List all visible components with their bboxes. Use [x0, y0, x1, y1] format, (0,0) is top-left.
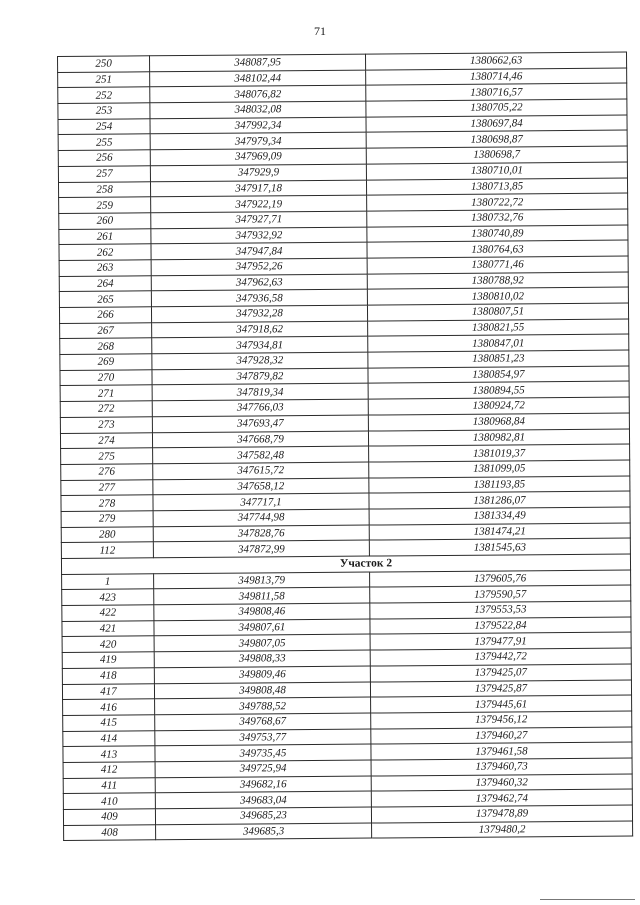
y-coordinate-cell: 1380810,02: [367, 287, 628, 305]
point-number-cell: 256: [58, 150, 150, 166]
x-coordinate-cell: 347932,92: [151, 227, 367, 244]
point-number-cell: 411: [63, 777, 155, 793]
x-coordinate-cell: 347872,99: [153, 540, 369, 557]
x-coordinate-cell: 347918,62: [152, 321, 368, 338]
table-row: [64, 821, 633, 841]
x-coordinate-cell: 349725,94: [155, 760, 371, 777]
y-coordinate-cell: 1380924,72: [368, 397, 629, 415]
point-number-cell: 419: [62, 652, 154, 668]
point-number-cell: 268: [60, 338, 152, 354]
x-coordinate-cell: 347917,18: [150, 180, 366, 197]
point-number-cell: 413: [63, 746, 155, 762]
point-number-cell: 420: [62, 636, 154, 652]
point-number-cell: 422: [62, 605, 154, 621]
y-coordinate-cell: 1379445,61: [371, 695, 632, 713]
y-coordinate-cell: 1379456,12: [371, 711, 632, 729]
point-number-cell: 271: [60, 385, 152, 401]
point-number-cell: 250: [58, 56, 150, 72]
y-coordinate-cell: 1381286,07: [369, 491, 630, 509]
x-coordinate-cell: 347717,1: [153, 493, 369, 510]
point-number-cell: 275: [61, 448, 153, 464]
point-number-cell: 253: [58, 103, 150, 119]
point-number-cell: 262: [59, 244, 151, 260]
point-number-cell: 280: [61, 526, 153, 542]
point-number-cell: 412: [63, 762, 155, 778]
point-number-cell: 258: [58, 181, 150, 197]
x-coordinate-cell: 347928,32: [152, 352, 368, 369]
point-number-cell: 259: [59, 197, 151, 213]
x-coordinate-cell: 347979,34: [150, 133, 366, 150]
y-coordinate-cell: 1379480,2: [372, 821, 633, 839]
point-number-cell: 112: [61, 542, 153, 558]
x-coordinate-cell: 348032,08: [150, 101, 366, 118]
y-coordinate-cell: 1380771,46: [367, 256, 628, 274]
point-number-cell: 254: [58, 119, 150, 135]
x-coordinate-cell: 347693,47: [152, 415, 368, 432]
point-number-cell: 272: [60, 401, 152, 417]
x-coordinate-cell: 347992,34: [150, 117, 366, 134]
y-coordinate-cell: 1380982,81: [368, 429, 629, 447]
y-coordinate-cell: 1379553,53: [370, 601, 631, 619]
x-coordinate-cell: 349685,23: [155, 807, 371, 824]
x-coordinate-cell: 347922,19: [151, 195, 367, 212]
coordinates-table: [57, 52, 633, 842]
y-coordinate-cell: 1380710,01: [366, 162, 627, 180]
x-coordinate-cell: 347927,71: [151, 211, 367, 228]
x-coordinate-cell: 349788,52: [155, 697, 371, 714]
point-number-cell: 278: [61, 495, 153, 511]
x-coordinate-cell: 347929,9: [150, 164, 366, 181]
point-number-cell: 267: [60, 322, 152, 338]
point-number-cell: 421: [62, 621, 154, 637]
x-coordinate-cell: 348087,95: [150, 54, 366, 71]
y-coordinate-cell: 1380662,63: [365, 52, 626, 70]
x-coordinate-cell: 349768,67: [155, 713, 371, 730]
x-coordinate-cell: 349735,45: [155, 744, 371, 761]
y-coordinate-cell: 1380894,55: [368, 381, 629, 399]
y-coordinate-cell: 1380821,55: [368, 319, 629, 337]
y-coordinate-cell: 1380698,7: [366, 146, 627, 164]
y-coordinate-cell: 1379462,74: [371, 789, 632, 807]
y-coordinate-cell: 1379460,32: [371, 774, 632, 792]
y-coordinate-cell: 1379605,76: [370, 570, 631, 588]
x-coordinate-cell: 349811,58: [154, 587, 370, 604]
y-coordinate-cell: 1379461,58: [371, 742, 632, 760]
x-coordinate-cell: 347658,12: [153, 478, 369, 495]
y-coordinate-cell: 1380764,63: [367, 240, 628, 258]
y-coordinate-cell: 1380722,72: [367, 193, 628, 211]
y-coordinate-cell: 1379477,91: [370, 632, 631, 650]
point-number-cell: 274: [60, 432, 152, 448]
y-coordinate-cell: 1381019,37: [369, 444, 630, 462]
point-number-cell: 252: [58, 87, 150, 103]
point-number-cell: 414: [63, 730, 155, 746]
x-coordinate-cell: 348076,82: [150, 85, 366, 102]
point-number-cell: 276: [61, 464, 153, 480]
x-coordinate-cell: 347615,72: [153, 462, 369, 479]
point-number-cell: 273: [60, 417, 152, 433]
x-coordinate-cell: 347766,03: [152, 399, 368, 416]
x-coordinate-cell: 349813,79: [154, 572, 370, 589]
y-coordinate-cell: 1380716,57: [366, 83, 627, 101]
point-number-cell: 279: [61, 511, 153, 527]
x-coordinate-cell: 347879,82: [152, 368, 368, 385]
x-coordinate-cell: 347744,98: [153, 509, 369, 526]
x-coordinate-cell: 347932,28: [151, 305, 367, 322]
y-coordinate-cell: 1380968,84: [368, 413, 629, 431]
x-coordinate-cell: 347819,34: [152, 384, 368, 401]
x-coordinate-cell: 347668,79: [152, 431, 368, 448]
y-coordinate-cell: 1381474,21: [369, 523, 630, 541]
point-number-cell: 270: [60, 370, 152, 386]
point-number-cell: 257: [58, 166, 150, 182]
x-coordinate-cell: 349808,46: [154, 603, 370, 620]
y-coordinate-cell: 1379522,84: [370, 617, 631, 635]
x-coordinate-cell: 349808,48: [154, 682, 370, 699]
y-coordinate-cell: 1379442,72: [370, 648, 631, 666]
y-coordinate-cell: 1380713,85: [366, 178, 627, 196]
x-coordinate-cell: 347962,63: [151, 274, 367, 291]
x-coordinate-cell: 349753,77: [155, 729, 371, 746]
x-coordinate-cell: 347947,84: [151, 242, 367, 259]
y-coordinate-cell: 1380740,89: [367, 225, 628, 243]
point-number-cell: 408: [64, 824, 156, 840]
x-coordinate-cell: 347828,76: [153, 525, 369, 542]
x-coordinate-cell: 347969,09: [150, 148, 366, 165]
point-number-cell: 409: [63, 809, 155, 825]
point-number-cell: 416: [63, 699, 155, 715]
x-coordinate-cell: 347952,26: [151, 258, 367, 275]
x-coordinate-cell: 347934,81: [152, 336, 368, 353]
x-coordinate-cell: 347936,58: [151, 289, 367, 306]
point-number-cell: 269: [60, 354, 152, 370]
y-coordinate-cell: 1380807,51: [367, 303, 628, 321]
x-coordinate-cell: 349807,05: [154, 634, 370, 651]
coordinates-sheet: [57, 52, 632, 842]
point-number-cell: 417: [62, 683, 154, 699]
y-coordinate-cell: 1380714,46: [366, 68, 627, 86]
point-number-cell: 410: [63, 793, 155, 809]
x-coordinate-cell: 349807,61: [154, 619, 370, 636]
point-number-cell: 266: [59, 307, 151, 323]
point-number-cell: 263: [59, 260, 151, 276]
point-number-cell: 255: [58, 134, 150, 150]
bottom-rule: [540, 899, 635, 900]
y-coordinate-cell: 1380698,87: [366, 130, 627, 148]
x-coordinate-cell: 349683,04: [155, 791, 371, 808]
y-coordinate-cell: 1380788,92: [367, 272, 628, 290]
point-number-cell: 423: [62, 589, 154, 605]
y-coordinate-cell: 1379460,73: [371, 758, 632, 776]
x-coordinate-cell: 349685,3: [156, 823, 372, 840]
x-coordinate-cell: 347582,48: [153, 446, 369, 463]
y-coordinate-cell: 1381545,63: [369, 538, 630, 556]
point-number-cell: 418: [62, 668, 154, 684]
y-coordinate-cell: 1381334,49: [369, 507, 630, 525]
point-number-cell: 415: [63, 715, 155, 731]
page-number: 71: [314, 24, 326, 38]
point-number-cell: 265: [59, 291, 151, 307]
y-coordinate-cell: 1380854,97: [368, 366, 629, 384]
y-coordinate-cell: 1381193,85: [369, 476, 630, 494]
x-coordinate-cell: 349809,46: [154, 666, 370, 683]
point-number-cell: 251: [58, 71, 150, 87]
point-number-cell: 277: [61, 479, 153, 495]
point-number-cell: 264: [59, 275, 151, 291]
y-coordinate-cell: 1380732,76: [367, 209, 628, 227]
y-coordinate-cell: 1379425,07: [370, 664, 631, 682]
y-coordinate-cell: 1379460,27: [371, 727, 632, 745]
y-coordinate-cell: 1380847,01: [368, 334, 629, 352]
y-coordinate-cell: 1380851,23: [368, 350, 629, 368]
y-coordinate-cell: 1379425,87: [370, 680, 631, 698]
x-coordinate-cell: 349682,16: [155, 776, 371, 793]
y-coordinate-cell: 1380705,22: [366, 99, 627, 117]
y-coordinate-cell: 1380697,84: [366, 115, 627, 133]
point-number-cell: 260: [59, 213, 151, 229]
x-coordinate-cell: 348102,44: [150, 70, 366, 87]
y-coordinate-cell: 1381099,05: [369, 460, 630, 478]
point-number-cell: 261: [59, 228, 151, 244]
x-coordinate-cell: 349808,33: [154, 650, 370, 667]
coordinates-table-body: [58, 52, 633, 841]
y-coordinate-cell: 1379478,89: [371, 805, 632, 823]
y-coordinate-cell: 1379590,57: [370, 585, 631, 603]
section-title: Участок 2: [61, 554, 630, 574]
point-number-cell: 1: [62, 573, 154, 589]
